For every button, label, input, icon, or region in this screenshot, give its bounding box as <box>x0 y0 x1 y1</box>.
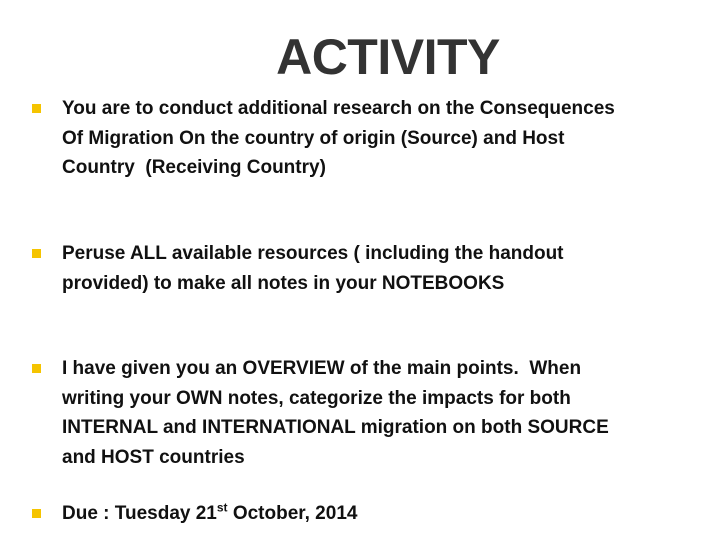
bullet-text <box>62 94 615 183</box>
square-bullet-icon <box>32 249 41 258</box>
text-line: and HOST countries <box>62 446 245 468</box>
text-line: Country (Receiving Country) <box>62 157 326 178</box>
text-line: writing your OWN notes, categorize the impacts for both <box>62 387 571 409</box>
slide-title: ACTIVITY <box>276 29 500 85</box>
due-date-text <box>62 499 357 529</box>
due-suffix: October, 2014 <box>227 503 358 524</box>
text-line: INTERNAL and INTERNATIONAL migration on both SOURCE <box>62 417 609 438</box>
text-line: provided) to make all notes in your NOTEBOOKS <box>62 272 505 294</box>
text-line: Peruse ALL available resources ( including the handout <box>62 243 564 264</box>
due-prefix: Due : Tuesday 21 <box>62 503 217 524</box>
text-line: Of Migration On the country of origin (Source) and Host <box>62 127 565 149</box>
square-bullet-icon <box>32 509 41 518</box>
bullet-text <box>62 239 564 298</box>
text-line: You are to conduct additional research on the Consequences <box>62 98 615 119</box>
text-line: I have given you an OVERVIEW of the main points. When <box>62 358 582 379</box>
square-bullet-icon <box>32 104 41 113</box>
ordinal-suffix: st <box>216 500 228 515</box>
bullet-text <box>62 354 609 472</box>
square-bullet-icon <box>32 364 41 373</box>
